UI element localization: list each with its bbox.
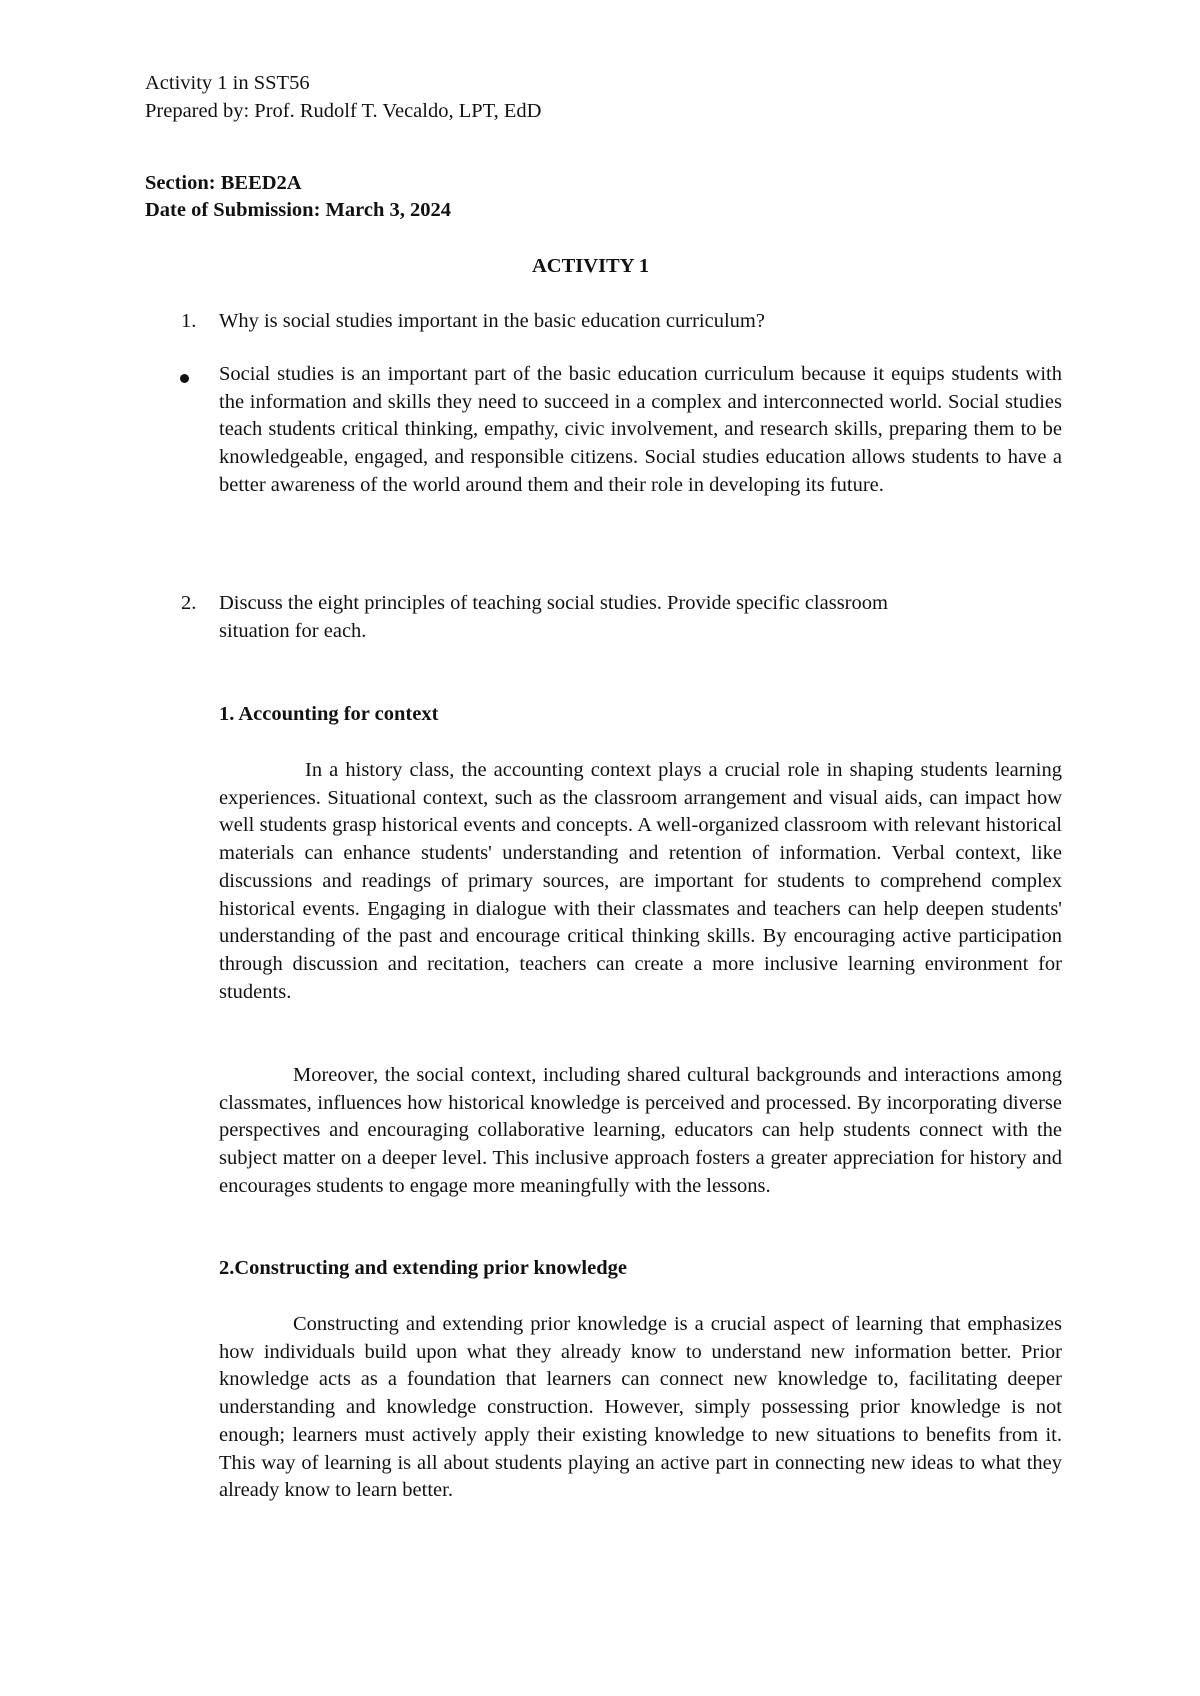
question-1-number: 1. [181, 310, 197, 332]
header-prepared-by: Prepared by: Prof. Rudolf T. Vecaldo, LPT, EdD [145, 100, 542, 122]
question-2-text-line2: situation for each. [219, 620, 367, 642]
principle-2-paragraph-1: Constructing and extending prior knowledge is a crucial aspect of learning that emphasizes how individuals build upon what they already know to understand new information better. Prior knowledge acts as a foundation that learners can connect new knowledge to, facilitating deeper understanding and knowledge construction. However, simply possessing prior knowledge is not enough; learners must actively apply their existing knowledge to new situations to benefits from it. This way of learning is all about students playing an active part in connecting new ideas to what they already know to learn better. [219, 1313, 1062, 1502]
principle-2-heading: 2.Constructing and extending prior knowledge [219, 1257, 627, 1279]
question-2-number: 2. [181, 592, 197, 614]
principle-1-heading: 1. Accounting for context [219, 703, 439, 725]
submission-date: Date of Submission: March 3, 2024 [145, 199, 451, 221]
section-label: Section: BEED2A [145, 172, 302, 194]
bullet-icon [180, 374, 189, 383]
principle-1-paragraph-1: In a history class, the accounting context plays a crucial role in shaping students learning experiences. Situational context, such as the classroom arrangement and visual aids, can impact how well students grasp historical events and concepts. A well-organized classroom with relevant historical materials can enhance students' understanding and retention of information. Verbal context, like discussions and readings of primary sources, are important for students to comprehend complex historical events. Engaging in dialogue with their classmates and teachers can help deepen students' understanding of the past and encourage critical thinking skills. By encouraging active participation through discussion and recitation, teachers can create a more inclusive learning environment for students. [219, 759, 1062, 1003]
header-activity-line: Activity 1 in SST56 [145, 72, 310, 94]
question-2-text-line1: Discuss the eight principles of teaching social studies. Provide specific classroom [219, 592, 888, 614]
principle-1-paragraph-2: Moreover, the social context, including shared cultural backgrounds and interactions among classmates, influences how historical knowledge is perceived and processed. By incorporating diverse perspectives and encouraging collaborative learning, educators can help students connect with the subject matter on a deeper level. This inclusive approach fosters a greater appreciation for history and encourages students to engage more meaningfully with the lessons. [219, 1064, 1062, 1197]
question-1-answer: Social studies is an important part of the basic education curriculum because it equips students with the information and skills they need to succeed in a complex and interconnected world. Social studies teach students critical thinking, empathy, civic involvement, and research skills, preparing them to be knowledgeable, engaged, and responsible citizens. Social studies education allows students to have a better awareness of the world around them and their role in developing its future. [219, 363, 1062, 496]
page-title: ACTIVITY 1 [532, 255, 650, 277]
question-1-text: Why is social studies important in the basic education curriculum? [219, 310, 765, 332]
